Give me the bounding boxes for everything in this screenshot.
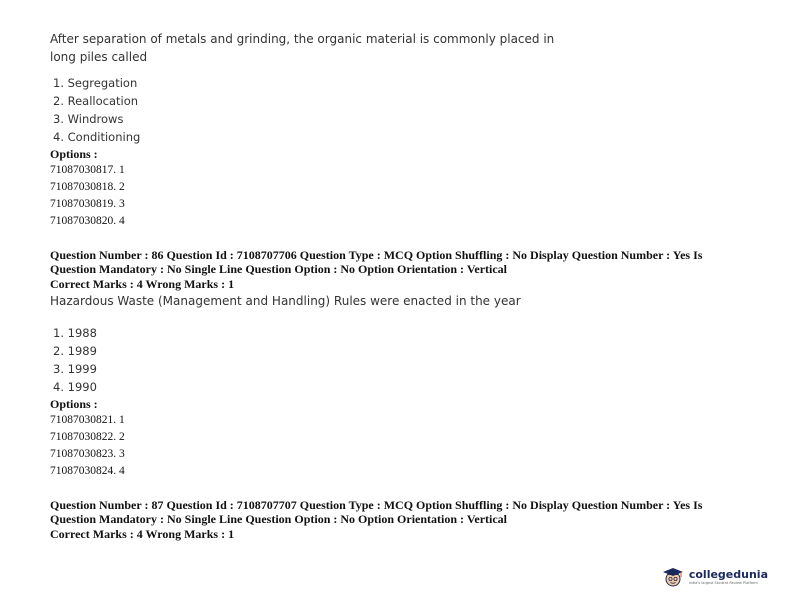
- question-86-option-ids: [50, 412, 730, 480]
- graduate-mascot-icon: [661, 565, 685, 589]
- option-id-item: 71087030821. 1: [50, 414, 125, 426]
- choice-item: 2. 1989: [53, 344, 97, 358]
- question-85-text: After separation of metals and grinding, the organic material is commonly placed in long piles called: [50, 32, 555, 64]
- option-id-item: 71087030818. 2: [50, 181, 125, 193]
- option-id-item: 71087030820. 4: [50, 215, 125, 227]
- choice-item: 4. Conditioning: [53, 130, 141, 144]
- options-heading: Options :: [50, 397, 98, 411]
- question-paper-page: [50, 30, 730, 542]
- choice-item: 1. 1988: [53, 326, 97, 340]
- option-id-item: 71087030823. 3: [50, 448, 125, 460]
- question-86-meta-line-2: Question Mandatory : No Single Line Question Option : No Option Orientation : Vertical: [50, 262, 508, 276]
- logo-tagline: India's largest Student Review Platform: [688, 580, 758, 585]
- choice-item: 1. Segregation: [53, 76, 138, 90]
- question-85-option-ids: [50, 162, 730, 230]
- choice-item: 2. Reallocation: [53, 94, 139, 108]
- question-87-marks: Correct Marks : 4 Wrong Marks : 1: [50, 527, 235, 541]
- question-86-meta-line-1: Question Number : 86 Question Id : 7108707706 Question Type : MCQ Option Shuffling : No Display Question Number : Yes Is: [50, 248, 703, 262]
- question-86-text: Hazardous Waste (Management and Handling) Rules were enacted in the year: [50, 294, 521, 308]
- question-87-meta-line-1: Question Number : 87 Question Id : 7108707707 Question Type : MCQ Option Shuffling : No Display Question Number : Yes Is: [50, 498, 703, 512]
- options-heading: Options :: [50, 147, 98, 161]
- choice-item: 4. 1990: [53, 380, 97, 394]
- question-86-choices: [53, 324, 730, 396]
- question-85-choices: [53, 74, 730, 146]
- collegedunia-logo: [661, 564, 768, 590]
- option-id-item: 71087030822. 2: [50, 431, 125, 443]
- option-id-item: 71087030819. 3: [50, 198, 125, 210]
- question-86-marks: Correct Marks : 4 Wrong Marks : 1: [50, 277, 235, 291]
- choice-item: 3. Windrows: [53, 112, 124, 126]
- choice-item: 3. 1999: [53, 362, 97, 376]
- logo-name: collegedunia: [688, 567, 768, 581]
- option-id-item: 71087030824. 4: [50, 465, 125, 477]
- option-id-item: 71087030817. 1: [50, 164, 125, 176]
- question-87-meta-line-2: Question Mandatory : No Single Line Question Option : No Option Orientation : Vertical: [50, 512, 508, 526]
